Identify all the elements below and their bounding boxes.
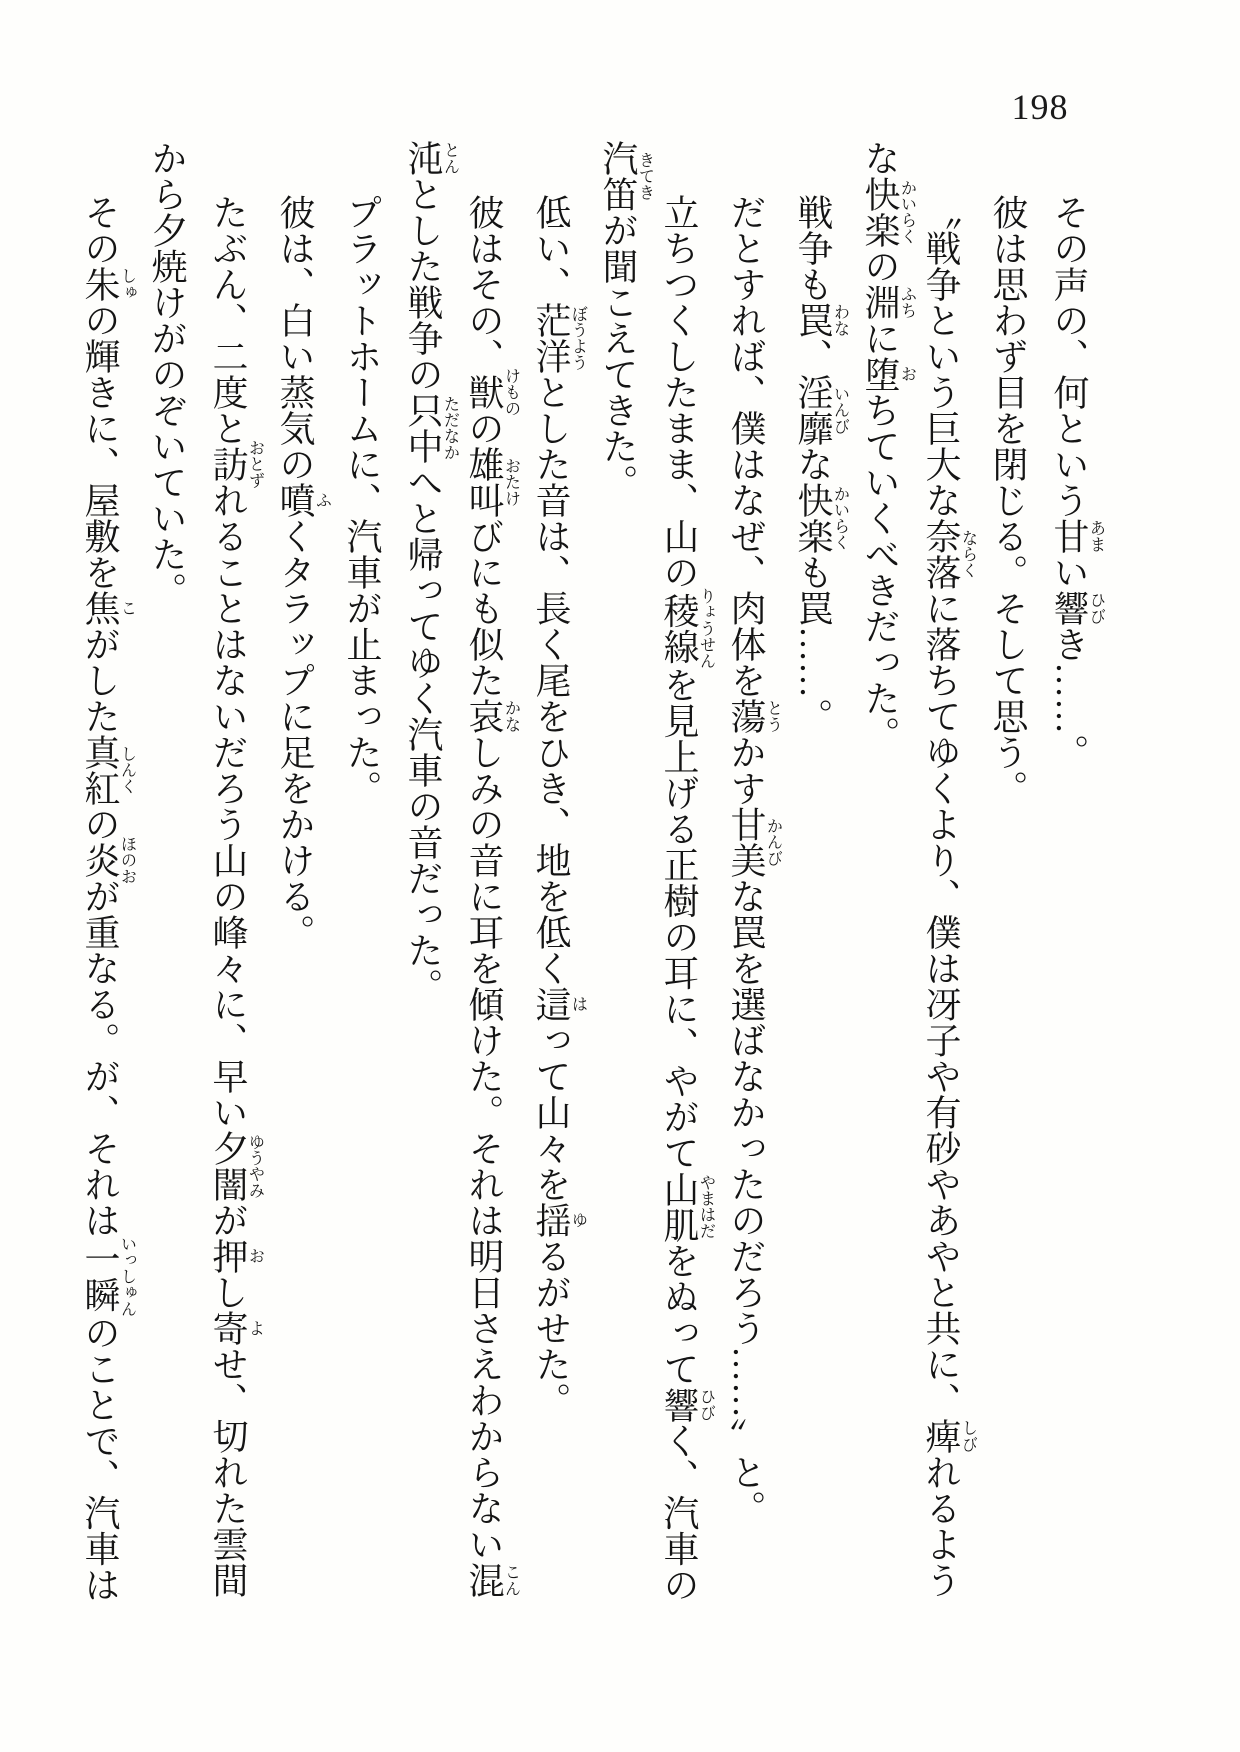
furigana-word: 夕闇ゆうやみ: [208, 1130, 264, 1202]
furigana-word: 稜線りょうせん: [659, 587, 715, 669]
paragraph: 低い、茫洋ぼうようとした音は、長く尾をひき、地を低く這はって山々を揺ゆるがせた。: [531, 194, 587, 1418]
furigana-word: 快楽かいらく: [793, 482, 849, 554]
paragraph: その声の、何という甘あまい響ひびき……。: [1049, 194, 1105, 770]
furigana-word: 快楽かいらく: [860, 176, 916, 248]
furigana-word: 淵ふち: [860, 284, 916, 320]
furigana-word: 焦こ: [80, 590, 136, 626]
furigana-word: 淫靡いんび: [793, 374, 849, 446]
furigana-word: 沌とん: [403, 140, 459, 176]
furigana-word: 汽笛きてき: [598, 140, 654, 212]
furigana-word: 奈落ならく: [921, 518, 977, 590]
paragraph: プラットホームに、汽車が止まった。: [342, 194, 382, 806]
furigana-word: 雄叫おたけ: [464, 446, 520, 518]
furigana-word: 訪おとず: [208, 439, 264, 489]
furigana-word: 獣けもの: [464, 367, 520, 417]
furigana-word: 押お: [208, 1238, 264, 1274]
paragraph: 彼は思わず目を閉じる。そして思う。: [988, 194, 1028, 806]
furigana-word: 只中ただなか: [403, 392, 459, 464]
furigana-word: 山肌やまはだ: [659, 1170, 715, 1243]
paragraph: 彼は、白い蒸気の噴ふくタラップに足をかける。: [275, 194, 331, 950]
furigana-word: 朱しゅ: [80, 266, 136, 302]
furigana-word: 真紅しんく: [80, 734, 136, 806]
furigana-word: 炎ほのお: [80, 835, 136, 885]
page-number: 198: [1011, 87, 1069, 127]
furigana-word: 寄よ: [208, 1310, 264, 1346]
furigana-word: 一瞬いっしゅん: [80, 1235, 136, 1317]
page-text: [80, 140, 1105, 1620]
paragraph: その朱しゅの輝きに、屋敷を焦こがした真紅しんくの炎ほのおが重なる。が、それは一瞬いっしゅんのことで、汽車は: [80, 194, 136, 1603]
paragraph: たぶん、二度と訪おとずれることはないだろう山の峰々に、早い夕闇ゆうやみが押おし寄よせ、切れた雲間から夕焼けがのぞいていた。: [147, 140, 264, 1598]
paragraph: だとすれば、僕はなぜ、肉体を蕩とうかす甘美かんびな罠を選ばなかったのだろう……〟と。: [726, 194, 782, 1526]
furigana-word: 揺ゆ: [531, 1202, 587, 1238]
furigana-word: 這は: [531, 986, 587, 1022]
paragraph: 立ちつくしたまま、山の稜線りょうせんを見上げる正樹の耳に、やがて山肌やまはだをぬって響ひびく、汽車の汽笛きてきが聞こえてきた。: [598, 140, 715, 1603]
furigana-word: 甘あま: [1049, 518, 1105, 554]
furigana-word: 甘美かんび: [726, 806, 782, 878]
furigana-word: 堕お: [860, 356, 916, 392]
furigana-word: 罠わな: [793, 302, 849, 338]
paragraph: 戦争も罠わな、淫靡いんびな快楽かいらくも罠……。: [793, 194, 849, 734]
furigana-word: 響ひび: [1049, 590, 1105, 626]
paragraph: 〝戦争という巨大な奈落ならくに落ちてゆくより、僕は冴子や有砂やあやと共に、痺しびれるような快楽かいらくの淵ふちに堕おちていくべきだった。: [860, 140, 977, 1598]
furigana-word: 哀かな: [464, 698, 520, 734]
furigana-word: 混こん: [464, 1562, 520, 1598]
furigana-word: 噴ふ: [275, 482, 331, 518]
furigana-word: 痺しび: [921, 1418, 977, 1454]
furigana-word: 蕩とう: [726, 698, 782, 734]
paragraph: 彼はその、獣けものの雄叫おたけびにも似た哀かなしみの音に耳を傾けた。それは明日さえわからない混こん沌とんとした戦争の只中ただなかへと帰ってゆく汽車の音だった。: [403, 140, 520, 1598]
furigana-word: 響ひび: [659, 1386, 715, 1423]
furigana-word: 茫洋ぼうよう: [531, 302, 587, 374]
